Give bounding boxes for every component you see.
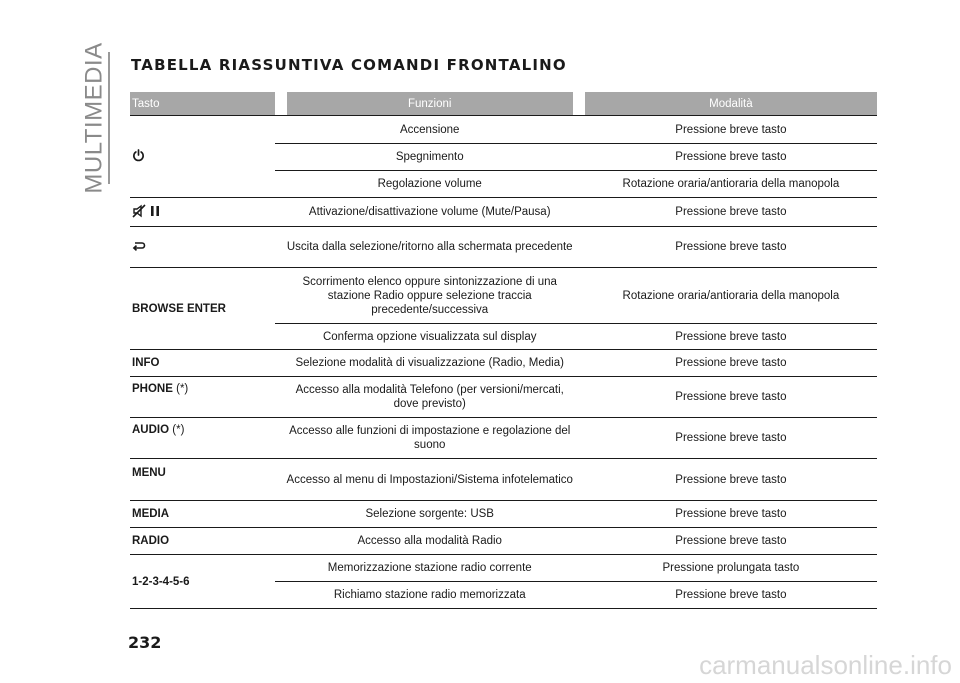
table-row [130,268,877,324]
key-mute-pause [130,198,275,227]
key-browse-enter: BROWSE ENTER [130,268,275,350]
mode-cell: Pressione breve tasto [585,501,877,528]
mode-cell: Pressione breve tasto [585,198,877,227]
key-back [130,227,275,268]
function-cell: Richiamo stazione radio memorizzata [287,582,573,609]
header-modalita: Modalità [585,92,877,116]
section-label: MULTIMEDIA [81,41,109,194]
key-radio: RADIO [130,528,275,555]
table-row [130,227,877,268]
mode-cell: Pressione prolungata tasto [585,555,877,582]
section-bar [108,52,110,184]
function-cell: Regolazione volume [287,171,573,198]
mode-cell: Rotazione oraria/antioraria della manopola [585,268,877,324]
table-row [130,116,877,144]
header-tasto: Tasto [130,92,275,116]
function-cell: Attivazione/disattivazione volume (Mute/Pausa) [287,198,573,227]
table-row [130,555,877,582]
pause-icon [149,205,161,220]
mode-cell: Pressione breve tasto [585,116,877,144]
mode-cell: Pressione breve tasto [585,350,877,377]
mode-cell: Rotazione oraria/antioraria della manopola [585,171,877,198]
table-row [130,198,877,227]
table-header [130,92,877,116]
function-cell: Selezione modalità di visualizzazione (Radio, Media) [287,350,573,377]
mode-cell: Pressione breve tasto [585,418,877,459]
watermark: carmanualsonline.info [699,650,952,680]
function-cell: Accensione [287,116,573,144]
mode-cell: Pressione breve tasto [585,459,877,501]
commands-table [130,92,877,609]
mode-cell: Pressione breve tasto [585,227,877,268]
function-cell: Selezione sorgente: USB [287,501,573,528]
page-title: TABELLA RIASSUNTIVA COMANDI FRONTALINO [131,56,567,74]
key-phone: PHONE (*) [130,377,275,418]
key-audio: AUDIO (*) [130,418,275,459]
key-media: MEDIA [130,501,275,528]
key-info: INFO [130,350,275,377]
table-row [130,528,877,555]
table-row [130,459,877,501]
table-row [130,350,877,377]
mute-icon [132,204,146,221]
table-row [130,418,877,459]
key-power [130,116,275,198]
key-menu: MENU [130,459,275,501]
function-cell: Memorizzazione stazione radio corrente [287,555,573,582]
header-funzioni: Funzioni [287,92,573,116]
function-cell: Accesso alla modalità Radio [287,528,573,555]
page-number: 232 [128,633,162,652]
function-cell: Accesso alle funzioni di impostazione e regolazione del suono [287,418,573,459]
mode-cell: Pressione breve tasto [585,582,877,609]
mode-cell: Pressione breve tasto [585,528,877,555]
function-cell: Conferma opzione visualizzata sul display [287,324,573,350]
table-row [130,501,877,528]
function-cell: Uscita dalla selezione/ritorno alla schermata precedente [287,227,573,268]
function-cell: Accesso alla modalità Telefono (per versioni/mercati, dove previsto) [287,377,573,418]
mode-cell: Pressione breve tasto [585,377,877,418]
function-cell: Accesso al menu di Impostazioni/Sistema infotelematico [287,459,573,501]
key-presets: 1-2-3-4-5-6 [130,555,275,609]
power-icon [132,149,145,165]
table-row [130,377,877,418]
mode-cell: Pressione breve tasto [585,144,877,171]
function-cell: Scorrimento elenco oppure sintonizzazione di una stazione Radio oppure selezione traccia precedente/successiva [287,268,573,324]
back-icon [132,241,146,254]
mode-cell: Pressione breve tasto [585,324,877,350]
function-cell: Spegnimento [287,144,573,171]
